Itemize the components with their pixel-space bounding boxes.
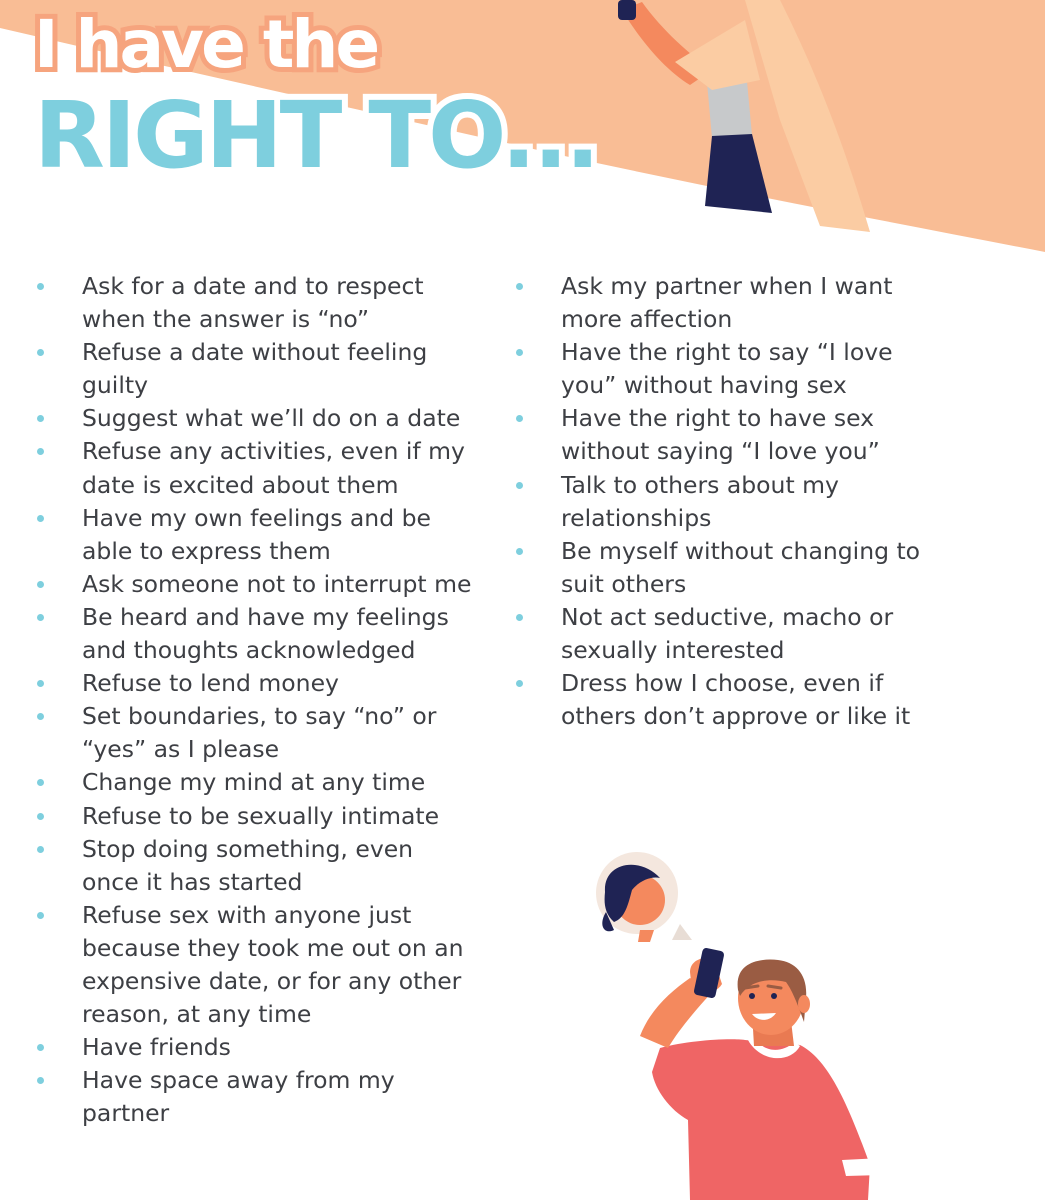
list-item: Refuse any activities, even if my date is excited about them (34, 435, 474, 501)
bullet-dot-icon (37, 448, 44, 455)
list-item: Refuse a date without feeling guilty (34, 336, 474, 402)
list-item: Talk to others about my relationships (513, 469, 953, 535)
bullet-dot-icon (37, 515, 44, 522)
list-item: Ask for a date and to respect when the answer is “no” (34, 270, 474, 336)
list-item: Have friends (34, 1031, 474, 1064)
bullet-dot-icon (37, 1077, 44, 1084)
bullet-dot-icon (516, 482, 523, 489)
bullet-dot-icon (37, 680, 44, 687)
list-item: Suggest what we’ll do on a date (34, 402, 474, 435)
list-item: Ask someone not to interrupt me (34, 568, 474, 601)
bullet-dot-icon (516, 349, 523, 356)
list-item: Refuse sex with anyone just because they took me out on an expensive date, or for any other reason, at any time (34, 899, 474, 1031)
list-item: Have space away from my partner (34, 1064, 474, 1130)
rights-list-right (513, 270, 953, 733)
bullet-dot-icon (37, 283, 44, 290)
list-item: Dress how I choose, even if others don’t approve or like it (513, 667, 953, 733)
bullet-dot-icon (516, 680, 523, 687)
bullet-dot-icon (516, 614, 523, 621)
bullet-dot-icon (37, 912, 44, 919)
bullet-dot-icon (37, 614, 44, 621)
bullet-dot-icon (516, 415, 523, 422)
list-item: Ask my partner when I want more affection (513, 270, 953, 336)
list-item: Have my own feelings and be able to express them (34, 502, 474, 568)
list-item: Have the right to have sex without saying “I love you” (513, 402, 953, 468)
list-item: Refuse to be sexually intimate (34, 800, 474, 833)
list-item: Have the right to say “I love you” without having sex (513, 336, 953, 402)
title-line-1: I have the (34, 6, 378, 83)
list-item: Be myself without changing to suit others (513, 535, 953, 601)
bullet-dot-icon (37, 779, 44, 786)
bullet-dot-icon (37, 846, 44, 853)
list-item: Change my mind at any time (34, 766, 474, 799)
bullet-dot-icon (37, 415, 44, 422)
bullet-dot-icon (516, 283, 523, 290)
rights-list-left (34, 270, 474, 1130)
list-item: Stop doing something, even once it has started (34, 833, 474, 899)
list-item: Set boundaries, to say “no” or “yes” as I please (34, 700, 474, 766)
bullet-dot-icon (37, 813, 44, 820)
man-with-phone-illustration (640, 947, 882, 1200)
list-item: Not act seductive, macho or sexually interested (513, 601, 953, 667)
bullet-dot-icon (37, 581, 44, 588)
bullet-dot-icon (37, 349, 44, 356)
list-item: Be heard and have my feelings and thoughts acknowledged (34, 601, 474, 667)
bullet-dot-icon (37, 713, 44, 720)
title-line-2: RIGHT TO... (34, 82, 598, 189)
thought-bubble-woman-avatar-icon (596, 852, 692, 942)
list-item: Refuse to lend money (34, 667, 474, 700)
bullet-dot-icon (516, 548, 523, 555)
bullet-dot-icon (37, 1044, 44, 1051)
